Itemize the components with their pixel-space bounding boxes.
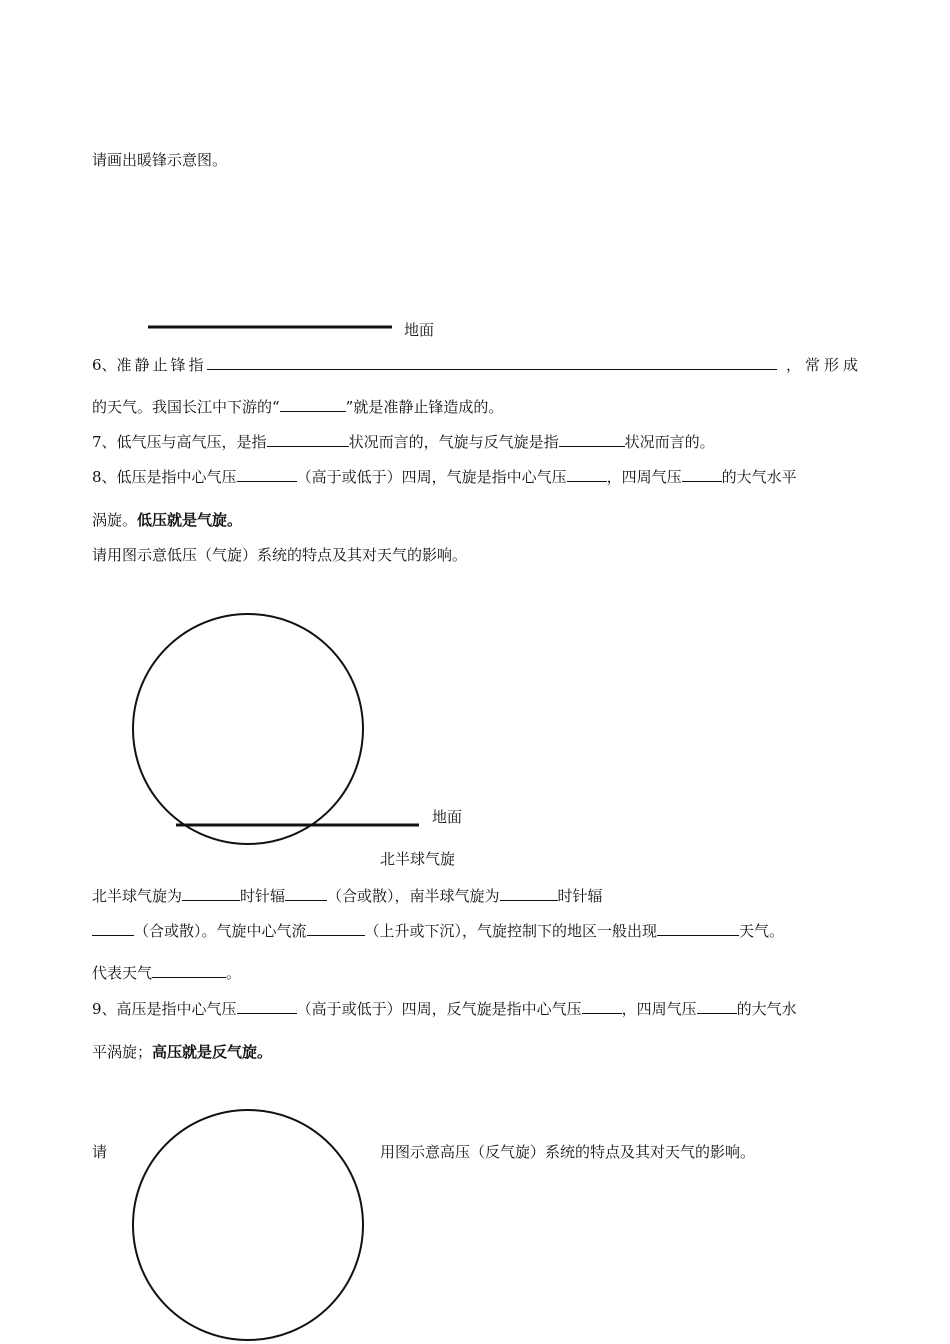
cyclone-caption: 北半球气旋 <box>380 850 456 868</box>
q9-blank-2[interactable] <box>582 999 622 1014</box>
question-6-line-2 <box>92 397 503 417</box>
cyclone-text-3b: 。 <box>226 964 242 982</box>
question-8-line-2 <box>92 510 242 530</box>
cyclone-text-2c: 天气。 <box>739 922 785 940</box>
q8-blank-1[interactable] <box>237 467 297 482</box>
q6-text-a: 准静止锋指 <box>116 356 207 374</box>
q6-text-d: ”就是准静止锋造成的。 <box>345 398 504 416</box>
cyclone-blank-5[interactable] <box>307 921 365 936</box>
q6-blank-2[interactable] <box>280 397 346 412</box>
question-8-line-1 <box>92 467 797 487</box>
cyclone-text-2b: （上升或下沉），气旋控制下的地区一般出现 <box>364 922 658 940</box>
cyclone-blank-4[interactable] <box>92 921 134 936</box>
q9-number: 9、 <box>92 1000 117 1018</box>
cyclone-blank-7[interactable] <box>152 963 226 978</box>
q7-text-a: 低气压与高气压，是指 <box>116 433 267 451</box>
q8-number: 8、 <box>92 468 117 486</box>
cyclone-line-2 <box>92 921 784 941</box>
q8-text-a: 低压是指中心气压 <box>116 468 237 486</box>
q9-blank-1[interactable] <box>237 999 297 1014</box>
q8-text-d: 的大气水平 <box>721 468 797 486</box>
q9-text-b: （高于或低于）四周，反气旋是指中心气压 <box>296 1000 582 1018</box>
anticyclone-prompt-right: 用图示意高压（反气旋）系统的特点及其对天气的影响。 <box>380 1143 756 1161</box>
question-9-line-2 <box>92 1042 272 1062</box>
q8-text-b: （高于或低于）四周，气旋是指中心气压 <box>296 468 567 486</box>
q7-blank-1[interactable] <box>267 432 349 447</box>
q8-bold-statement: 低压就是气旋。 <box>137 511 243 529</box>
cyclone-circle <box>133 614 363 844</box>
q9-text-e: 平涡旋； <box>92 1043 153 1061</box>
cyclone-prompt: 请用图示意低压（气旋）系统的特点及其对天气的影响。 <box>92 546 468 564</box>
cyclone-text-1a: 北半球气旋为 <box>92 887 183 905</box>
q9-text-c: ，四周气压 <box>621 1000 697 1018</box>
cyclone-blank-3[interactable] <box>500 886 558 901</box>
warm-front-prompt: 请画出暖锋示意图。 <box>92 151 228 169</box>
q9-bold-statement: 高压就是反气旋。 <box>152 1043 273 1061</box>
q6-text-b: ，常形成 <box>786 356 863 374</box>
q8-blank-3[interactable] <box>682 467 722 482</box>
q6-number: 6、 <box>92 356 117 374</box>
q7-number: 7、 <box>92 433 117 451</box>
q7-text-c: 状况而言的。 <box>624 433 715 451</box>
cyclone-text-3a: 代表天气 <box>92 964 153 982</box>
q9-text-a: 高压是指中心气压 <box>116 1000 237 1018</box>
q6-blank-1[interactable] <box>207 355 777 370</box>
cyclone-blank-2[interactable] <box>285 886 327 901</box>
cyclone-text-1d: 时针辐 <box>557 887 603 905</box>
question-9-line-1 <box>92 999 797 1019</box>
cyclone-blank-6[interactable] <box>657 921 739 936</box>
cyclone-ground-label: 地面 <box>432 808 463 826</box>
warm-front-ground-label: 地面 <box>404 321 435 339</box>
q8-blank-2[interactable] <box>567 467 607 482</box>
q9-blank-3[interactable] <box>697 999 737 1014</box>
cyclone-text-1b: 时针辐 <box>240 887 286 905</box>
q9-text-d: 的大气水 <box>736 1000 797 1018</box>
question-6-line-1 <box>92 355 777 375</box>
q7-text-b: 状况而言的，气旋与反气旋是指 <box>348 433 559 451</box>
cyclone-text-2a: （合或散）。气旋中心气流 <box>134 922 307 940</box>
cyclone-text-1c: （合或散），南半球气旋为 <box>327 887 500 905</box>
q8-text-c: ，四周气压 <box>606 468 682 486</box>
q7-blank-2[interactable] <box>559 432 625 447</box>
cyclone-line-3 <box>92 963 241 983</box>
cyclone-blank-1[interactable] <box>182 886 240 901</box>
q8-text-e: 涡旋。 <box>92 511 138 529</box>
anticyclone-prompt-left: 请 <box>92 1143 108 1161</box>
cyclone-line-1 <box>92 886 603 906</box>
question-7 <box>92 432 715 452</box>
anticyclone-circle <box>133 1110 363 1340</box>
q6-text-c: 的天气。我国长江中下游的“ <box>92 398 280 416</box>
